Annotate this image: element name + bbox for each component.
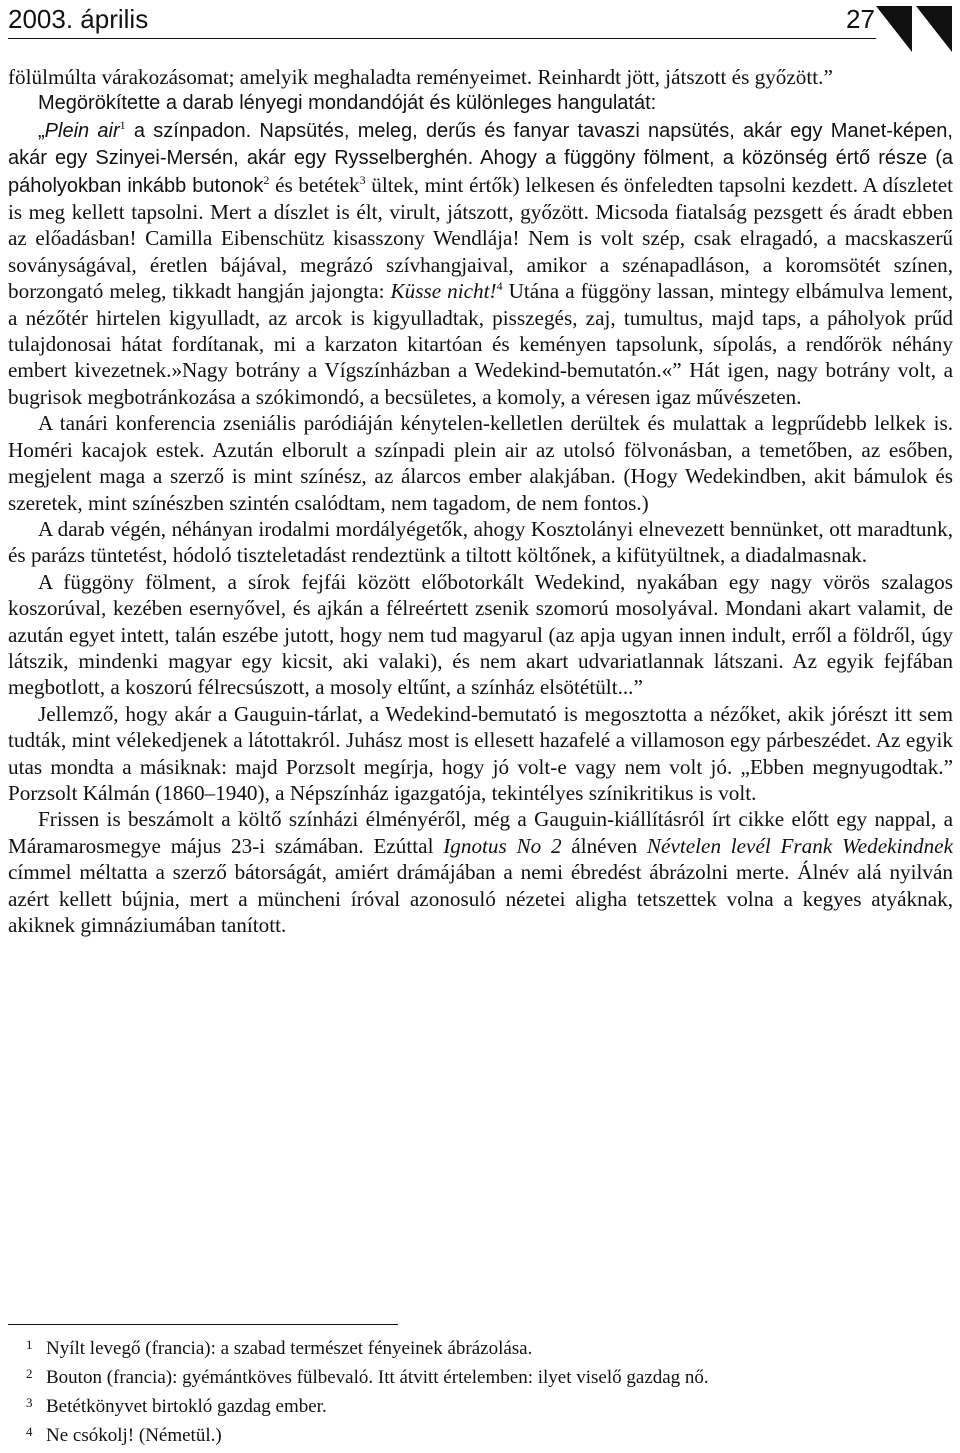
footnote-ref: 4	[496, 279, 503, 294]
footnote-text: Betétkönyvet birtokló gazdag ember.	[46, 1396, 327, 1417]
italic-term: Ignotus No 2	[443, 833, 562, 858]
footnote-ref: 1	[119, 117, 126, 132]
footnote-rule	[8, 1324, 398, 1325]
footnote	[8, 1392, 953, 1421]
paragraph: „Plein air$^1$ a színpadon. Napsütés, meleg, derűs és fanyar tavaszi napsütés, akár egy Manet-képen, akár egy Szinyei-Mersén, akár egy Rysselberghén. Ahogy a függöny fölment, a közönség értő része (a páholyokban inkább butonok$^2$ és betétek$^3$ ültek, mint értők) lelkesen és önfeledten tapsolni kezdett. A díszletet is meg kellett tapsolni. Mert a díszlet is élt, virult, játszott, győzött. Micsoda fiatalság pezsgett és áradt ebben az előadásban! Camilla Eibenschütz kisasszony Wendlája! Nem is volt szép, csak elragadó, a macskaszerű soványságával, éretlen bájával, megrázó szívhangjaival, amikor a szénapadláson, a koromsötét színen, borzongató meleg, tikkadt hangján jajongta: Küsse nicht!$^4$ Utána a függöny lassan, mintegy elbámulva lement, a nézőtér hirtelen kigyulladt, az arcok is kigyulladtak, pisszegés, zaj, tumultus, majd taps, a páholyok prűd tulajdonosai hátat fordítanak, mi a karzaton kitartóan és keményen tapsolunk, sípolás, a rendőrök néhány embert kivezetnek.»Nagy botrány a Vígszínházban a Wedekind-bemutatón.«” Hát igen, nagy botrány volt, a bugrisok megbotránkozása a szókimondó, a becsületes, a komoly, a véresen igaz művészeten.	[8, 117, 954, 409]
footnote	[8, 1363, 953, 1392]
footnote	[8, 1334, 953, 1363]
footnote-text: Bouton (francia): gyémántköves fülbevaló. Itt átvitt értelemben: ilyet viselő gazdag nő.	[46, 1367, 709, 1388]
paragraph: A tanári konferencia zseniális paródiáján kénytelen-kelletlen derültek és mulattak a legprűdebb lelkek is. Homéri kacajok estek. Azután elborult a színpadi plein air az utolsó fölvonásban, a temetőben, az esőben, megjelent maga a szerző is mint színész, az álarcos ember alakjában. (Hogy Wedekindben, akit bámulok és szeretek, mint színészben szintén csalódtam, nem tagadom, de nem fontos.)	[8, 411, 953, 515]
footnote-number: 4	[26, 1424, 33, 1439]
corner-ornament-icon	[876, 6, 952, 52]
footnote-text: Nyílt levegő (francia): a szabad természet fényeinek ábrázolása.	[46, 1338, 533, 1359]
page-number: 27	[846, 4, 875, 34]
paragraph: fölülmúlta várakozásomat; amelyik meghaladta reményeimet. Reinhardt jött, játszott és győzött.”	[8, 65, 833, 89]
header-rule	[8, 38, 876, 39]
footnote-number: 3	[26, 1395, 33, 1410]
footnote-ref: 3	[359, 172, 366, 187]
footnote	[8, 1421, 953, 1450]
italic-term: Névtelen levél Frank Wedekindnek	[646, 833, 953, 858]
footnote-text: Ne csókolj! (Németül.)	[46, 1425, 222, 1446]
footnotes	[8, 1334, 953, 1450]
italic-term: Plein air	[44, 119, 120, 142]
footnote-ref: 2	[263, 172, 270, 187]
italic-term: Küsse nicht!	[390, 279, 497, 304]
paragraph: Megörökítette a darab lényegi mondandóját és különleges hangulatát:	[38, 92, 657, 115]
footnote-number: 1	[26, 1337, 33, 1352]
paragraph: Frissen is beszámolt a költő színházi élményéről, még a Gauguin-kiállításról írt cikke előtt egy nappal, a Máramarosmegye május 23-i számában. Ezúttal Ignotus No 2 álnéven Névtelen levél Frank Wedekindnek címmel méltatta a szerző bátorságát, amiért drámájában a nemi ébredést ábrázolni merte. Álnév alá nyilván azért kellett bújnia, mert a müncheni íróval azonosuló nézetei aligha tetszettek volna a kegyes atyáknak, akiknek gimnáziumában tanított.	[8, 807, 953, 937]
page-header	[8, 0, 952, 44]
paragraph: Jellemző, hogy akár a Gauguin-tárlat, a Wedekind-bemutató is megosztotta a nézőket, akik jórészt itt sem tudták, mint vélekedjenek a látottakról. Juhász most is ellesett hazafelé a villamoson egy párbeszédet. Az egyik utas mondta a másiknak: majd Porzsolt megírja, hogy jó volt-e vagy nem volt jó. „Ebben megnyugodtak.” Porzsolt Kálmán (1860–1940), a Népszínház igazgatója, tekintélyes színikritikus is volt.	[8, 701, 953, 805]
header-date: 2003. április	[8, 4, 149, 34]
paragraph: A darab végén, néhányan irodalmi mordályégetők, ahogy Kosztolányi elnevezett bennünket, ott maradtunk, és parázs tüntetést, hódoló tiszteletadást rendeztünk a tiltott költőnek, a kifütyültnek, a diadalmasnak.	[8, 516, 953, 568]
paragraph: A függöny fölment, a sírok fejfái között előbotorkált Wedekind, nyakában egy nagy vörös szalagos koszorúval, kezében esernyővel, és ajkán a félreértett zsenik szomorú mosolyával. Mondani akart valamit, de azután egyet intett, talán eszébe jutott, hogy nem tud magyarul (az apja ugyan innen indult, erről a földről, úgy látszik, mindenki magyar egy kicsit, aki valaki), és nem akart udvariatlannak látszani. Az egyik fejfában megbotlott, a koszorú félrecsúszott, a mosoly eltűnt, a színház elsötétült...”	[8, 569, 953, 700]
article-body	[8, 64, 953, 938]
footnote-number: 2	[26, 1366, 33, 1381]
